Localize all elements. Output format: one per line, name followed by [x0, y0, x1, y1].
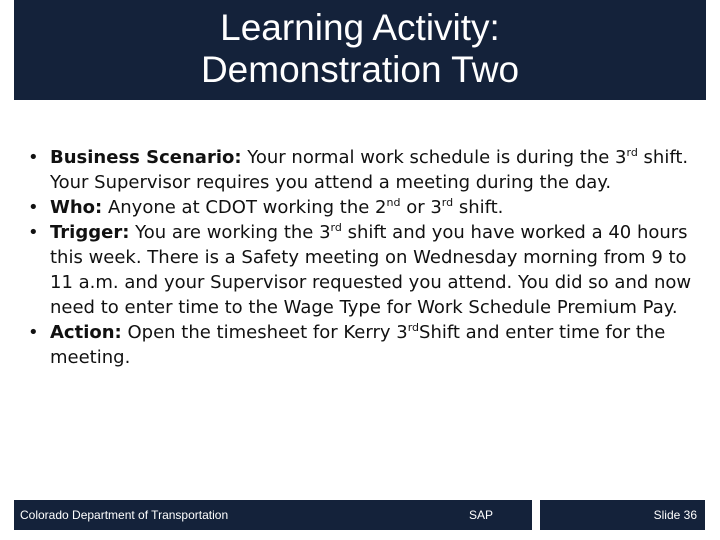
bullet-text: Your normal work schedule is during the 3 [241, 147, 627, 168]
title-banner [14, 0, 706, 100]
bullet-text: Anyone at CDOT working the 2 [102, 197, 387, 218]
ordinal-suffix: rd [441, 196, 454, 209]
bullet-who [28, 195, 708, 220]
footer-bar-right [540, 500, 705, 530]
bullet-trigger [28, 220, 708, 320]
slide-title-line-2: Demonstration Two [200, 49, 520, 90]
bullet-action [28, 320, 708, 370]
bullet-marker: • [28, 222, 39, 243]
bullet-text: Open the timesheet for Kerry 3 [121, 322, 408, 343]
bullet-text: shift. Your Supervisor requires you attend a meeting during the day. [50, 147, 689, 193]
ordinal-suffix: rd [330, 221, 342, 234]
slide-title [201, 7, 519, 91]
bullet-list [28, 145, 708, 370]
bullet-label: Action: [50, 322, 122, 343]
bullet-label: Who: [50, 197, 103, 218]
bullet-text: shift and you have worked a 40 hours this week. There is a Safety meeting on Wednesday morning from 9 to 11 a.m. and your Supervisor requested you attend. You did so and now need to enter time to the Wage Type for Work Schedule Premium Pay. [50, 222, 692, 318]
bullet-business-scenario [28, 145, 708, 195]
footer-bar-left [14, 500, 532, 530]
footer-system-label: SAP [469, 508, 494, 522]
bullet-label: Business Scenario: [50, 147, 242, 168]
ordinal-suffix: rd [407, 321, 420, 334]
ordinal-suffix: nd [386, 196, 401, 209]
bullet-text: You are working the 3 [129, 222, 331, 243]
bullet-text: shift. [453, 197, 504, 218]
bullet-marker: • [28, 197, 39, 218]
footer-organization: Colorado Department of Transportation [20, 508, 229, 522]
bullet-marker: • [28, 147, 39, 168]
slide-number: Slide 36 [653, 508, 697, 522]
ordinal-suffix: rd [626, 146, 638, 159]
slide-title-line-1: Learning Activity: [220, 7, 500, 48]
bullet-label: Trigger: [50, 222, 130, 243]
bullet-marker: • [28, 322, 39, 343]
bullet-text: or 3 [400, 197, 442, 218]
bullet-text: Shift and enter time for the meeting. [50, 322, 666, 368]
